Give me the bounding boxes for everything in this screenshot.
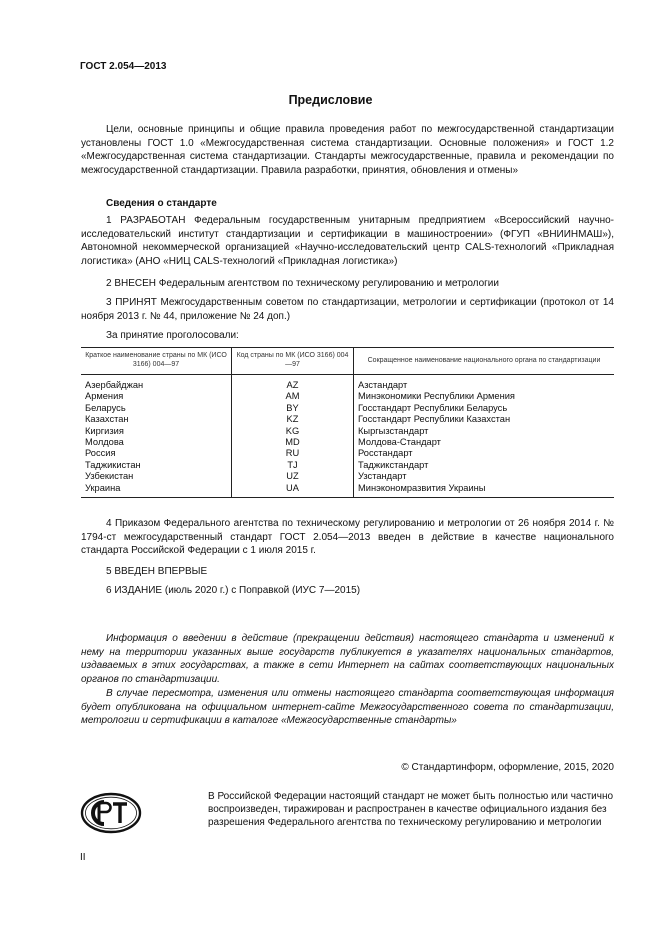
item-5-first-introduced: 5 ВВЕДЕН ВПЕРВЫЕ: [106, 566, 208, 577]
country-cell: Армения: [85, 391, 124, 402]
country-cell: Киргизия: [85, 425, 124, 436]
item-2-introduced: 2 ВНЕСЕН Федеральным агентством по техническому регулированию и метрологии: [106, 278, 499, 289]
table-row: [81, 448, 614, 459]
code-cell: UA: [232, 483, 354, 498]
table-header-row: [81, 348, 614, 375]
code-cell: AZ: [232, 375, 354, 392]
page-title: Предисловие: [288, 93, 373, 107]
code-cell: RU: [232, 448, 354, 459]
country-cell: Молдова: [85, 437, 124, 448]
body-cell: Узстандарт: [354, 471, 615, 482]
body-cell: Молдова-Стандарт: [354, 437, 615, 448]
code-cell: BY: [232, 403, 354, 414]
table-row: [81, 437, 614, 448]
document-code: ГОСТ 2.054—2013: [80, 61, 167, 72]
body-cell: Минэкономики Республики Армения: [354, 391, 615, 402]
table-row: [81, 483, 614, 498]
code-cell: TJ: [232, 460, 354, 471]
reproduction-notice: В Российской Федерации настоящий стандарт не может быть полностью или частично воспроизведен, тиражирован и распространен в качестве официального издания без разрешения Федерального агентства по техническому регулированию и метрологии: [208, 791, 614, 828]
header-body: Сокращенное наименование национального органа по стандартизации: [354, 348, 615, 375]
table-row: [81, 391, 614, 402]
code-cell: AM: [232, 391, 354, 402]
body-cell: Таджикстандарт: [354, 460, 615, 471]
table-row: [81, 375, 614, 392]
body-cell: Кыргызстандарт: [354, 426, 615, 437]
body-cell: Госстандарт Республики Беларусь: [354, 403, 615, 414]
header-country: Краткое наименование страны по МК (ИСО 3166) 004—97: [81, 348, 232, 375]
body-cell: Росстандарт: [354, 448, 615, 459]
item-4-order: 4 Приказом Федерального агентства по техническому регулированию и метрологии от 26 ноября 2014 г. № 1794-ст межгосударственный стандарт ГОСТ 2.054—2013 введен в действие в качестве национального стандарта Российской Федерации с 1 июля 2015 г.: [81, 518, 614, 556]
code-cell: MD: [232, 437, 354, 448]
intro-paragraph: Цели, основные принципы и общие правила проведения работ по межгосударственной стандартизации установлены ГОСТ 1.0 «Межгосударственная система стандартизации. Основные положения» и ГОСТ 1.2 «Межгосударственная система стандартизации. Стандарты межгосударственные, правила и рекомендации по межгосударственной стандартизации. Правила разработки, принятия, обновления и отмены»: [81, 124, 614, 176]
country-cell: Таджикистан: [85, 459, 141, 470]
country-cell: Россия: [85, 448, 116, 459]
code-cell: KZ: [232, 414, 354, 425]
table-row: [81, 426, 614, 437]
item-3-adopted: 3 ПРИНЯТ Межгосударственным советом по стандартизации, метрологии и сертификации (протокол от 14 ноября 2013 г. № 44, приложение № 24 доп.): [81, 297, 614, 322]
item-1-developed: 1 РАЗРАБОТАН Федеральным государственным унитарным предприятием «Всероссийский научно-исследовательский институт стандартизации и сертификации в машиностроении» (ФГУП «ВНИИНМАШ»), Автономной некоммерческой организацией «Научно-исследовательский центр CALS-технологий «Прикладная логистика» (АНО «НИЦ CALS-технологий «Прикладная логистика»): [81, 215, 614, 267]
voted-label: За принятие проголосовали:: [106, 330, 239, 341]
page-number: II: [80, 852, 86, 863]
table-row: [81, 414, 614, 425]
table-row: [81, 403, 614, 414]
country-cell: Азербайджан: [85, 380, 144, 390]
table-row: [81, 460, 614, 471]
copyright-notice: © Стандартинформ, оформление, 2015, 2020: [401, 762, 614, 773]
country-cell: Украина: [81, 483, 232, 498]
country-cell: Узбекистан: [85, 471, 134, 482]
body-cell: Минэкономразвития Украины: [354, 483, 615, 498]
section-title: Сведения о стандарте: [106, 198, 217, 209]
body-cell: Госстандарт Республики Казахстан: [354, 414, 615, 425]
info-paragraph-1: Информация о введении в действие (прекращении действия) настоящего стандарта и изменений к нему на территории указанных выше государств публикуется в указателях национальных стандартов, издаваемых в этих государствах, а также в сети Интернет на сайтах соответствующих национальных органов по стандартизации.: [81, 633, 614, 685]
country-cell: Казахстан: [85, 414, 129, 425]
code-cell: KG: [232, 426, 354, 437]
item-6-edition: 6 ИЗДАНИЕ (июль 2020 г.) с Поправкой (ИУС 7—2015): [106, 585, 361, 596]
voting-countries-table: [81, 347, 614, 498]
table-row: [81, 471, 614, 482]
code-cell: UZ: [232, 471, 354, 482]
info-paragraph-2: В случае пересмотра, изменения или отмены настоящего стандарта соответствующая информация будет опубликована на официальном интернет-сайте Межгосударственного совета по стандартизации, метрологии и сертификации в каталоге «Межгосударственные стандарты»: [81, 688, 614, 726]
rst-certification-mark-icon: [80, 792, 142, 839]
country-cell: Беларусь: [85, 402, 126, 413]
header-code: Код страны по МК (ИСО 3166) 004—97: [232, 348, 354, 375]
body-cell: Азстандарт: [354, 375, 615, 392]
